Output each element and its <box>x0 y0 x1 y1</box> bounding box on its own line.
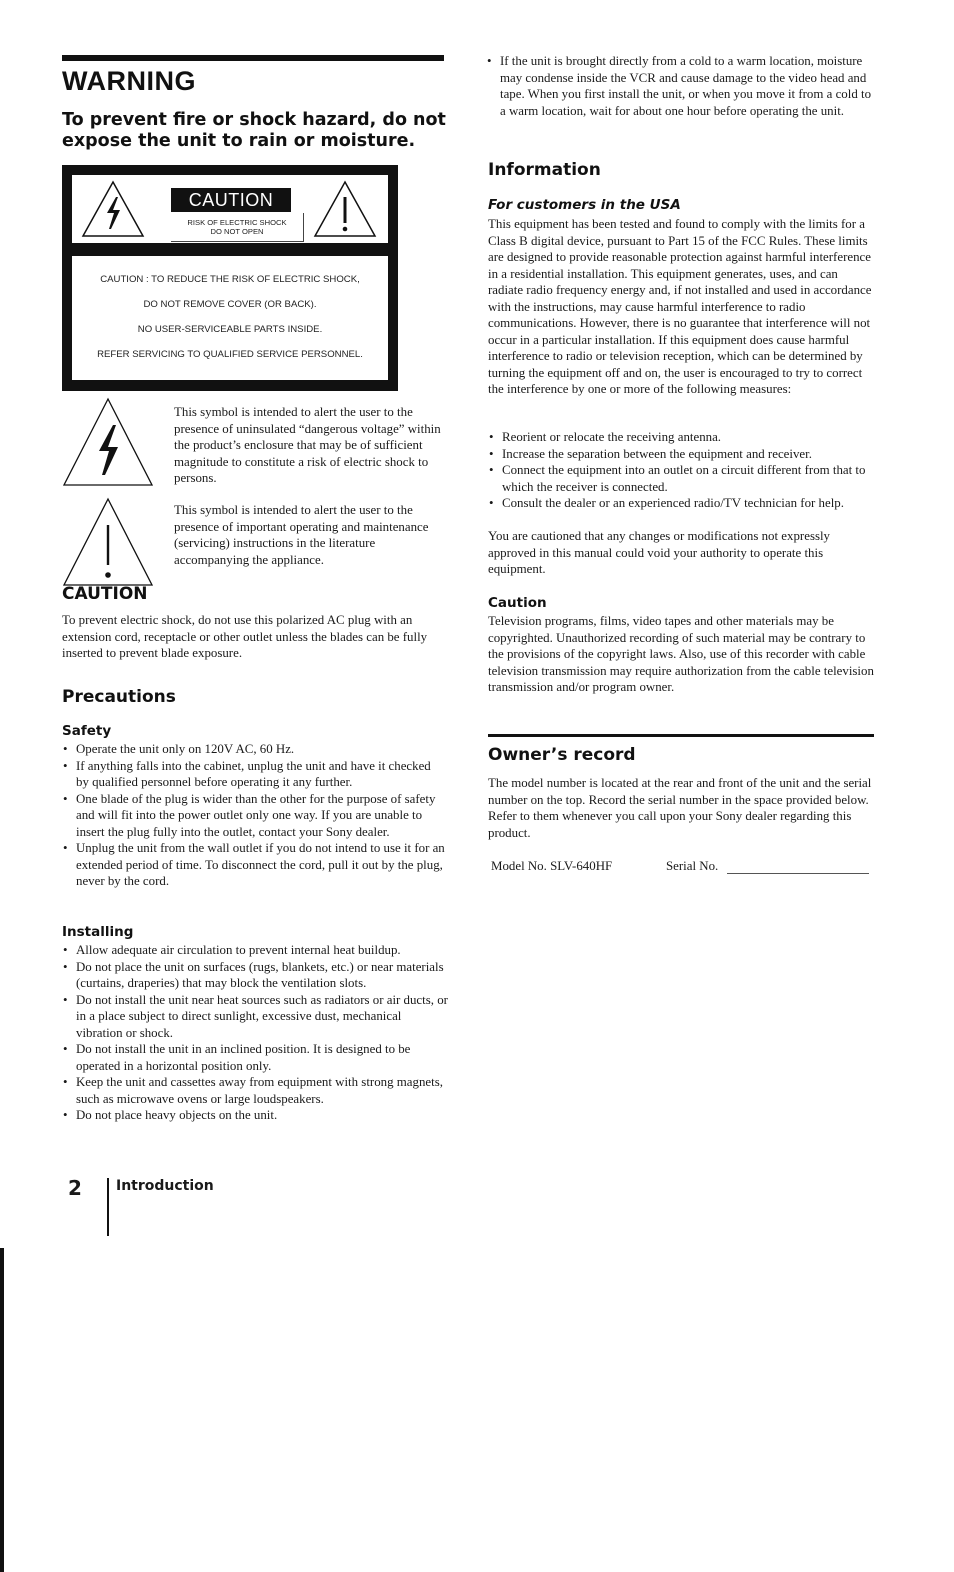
model-number: Model No. SLV-640HF <box>491 859 613 873</box>
owners-record-text: The model number is located at the rear and front of the unit and the serial number on the top. Record the serial number in the space provided below. Refer to them whenever you call upon your Sony dealer regarding this product. <box>488 776 872 840</box>
list-item: • Increase the separation between the equipment and receiver. <box>488 446 874 463</box>
list-item: • Do not install the unit near heat sources such as radiators or air ducts, or in a place subject to direct sunlight, excessive dust, mechanical vibration or shock. <box>62 992 450 1042</box>
page-number: 2 <box>68 1176 82 1200</box>
label-line-1: CAUTION : TO REDUCE THE RISK OF ELECTRIC SHOCK, <box>100 274 360 285</box>
caution-heading: CAUTION <box>62 584 148 604</box>
bolt-symbol-text: This symbol is intended to alert the user to the presence of uninsulated “dangerous voltage” within the product’s enclosure that may be of sufficient magnitude to constitute a risk of electric shock to persons. <box>174 405 441 485</box>
installing-heading: Installing <box>62 924 134 940</box>
list-item: • Allow adequate air circulation to prevent internal heat buildup. <box>62 942 450 959</box>
caution-label-header <box>72 175 388 243</box>
list-item: • Connect the equipment into an outlet on a circuit different from that to which the receiver is connected. <box>488 462 874 495</box>
list-item: • Operate the unit only on 120V AC, 60 Hz. <box>62 741 446 758</box>
installing-list <box>62 942 450 1124</box>
label-line-3: NO USER-SERVICEABLE PARTS INSIDE. <box>137 324 323 335</box>
safety-heading: Safety <box>62 723 112 739</box>
list-item: • Reorient or relocate the receiving antenna. <box>488 429 874 446</box>
top-rule <box>62 55 444 61</box>
list-item: • Do not place the unit on surfaces (rugs, blankets, etc.) or near materials (curtains, draperies) that may block the ventilation slots. <box>62 959 450 992</box>
safety-list <box>62 741 446 890</box>
label-line-2: DO NOT REMOVE COVER (OR BACK). <box>143 299 317 310</box>
caution-badge-sub <box>171 213 304 242</box>
usa-heading: For customers in the USA <box>488 197 681 213</box>
exclamation-triangle-icon <box>62 497 154 587</box>
lightning-triangle-icon <box>62 397 154 487</box>
lightning-triangle-icon <box>80 179 146 239</box>
caution-label-box <box>62 165 398 391</box>
moisture-list <box>486 53 874 119</box>
list-item: • Do not install the unit in an inclined position. It is designed to be operated in a horizontal position only. <box>62 1041 450 1074</box>
exclamation-triangle-icon <box>312 179 378 239</box>
section-label: Introduction <box>116 1178 214 1194</box>
precautions-heading: Precautions <box>62 687 176 707</box>
badge-sub-line-1: RISK OF ELECTRIC SHOCK <box>187 218 287 227</box>
information-heading: Information <box>488 160 601 180</box>
footer-divider <box>107 1178 109 1236</box>
caution-label-body <box>72 256 388 380</box>
scan-edge-mark <box>0 1248 4 1572</box>
usa-text: This equipment has been tested and found to comply with the limits for a Class B digital device, pursuant to Part 15 of the FCC Rules. These limits are designed to provide reasonable protection against harmful interference in a residential installation. This equipment generates, uses, and can radiate radio frequency energy and, if not installed and used in accordance with the instructions, may cause harmful interference to radio communications. However, there is no guarantee that interference will not occur in a particular installation. If this equipment does cause harmful interference to radio or television reception, which can be determined by turning the equipment off and on, the user is encouraged to try to correct the interference by one or more of the following measures: <box>488 217 872 396</box>
warning-title: WARNING <box>62 66 196 96</box>
cautioned-text: You are cautioned that any changes or modifications not expressly approved in this manual could void your authority to operate this equipment. <box>488 529 830 576</box>
serial-number-line <box>727 873 869 874</box>
list-item: • Do not place heavy objects on the unit. <box>62 1107 450 1124</box>
list-item: • Keep the unit and cassettes away from equipment with strong magnets, such as microwave ovens or large loudspeakers. <box>62 1074 450 1107</box>
list-item: • If anything falls into the cabinet, unplug the unit and have it checked by qualified personnel before operating it any further. <box>62 758 446 791</box>
label-line-4: REFER SERVICING TO QUALIFIED SERVICE PERSONNEL. <box>97 349 363 360</box>
owners-record-heading: Owner’s record <box>488 745 636 765</box>
list-item: • Unplug the unit from the wall outlet if you do not intend to use it for an extended period of time. To disconnect the cord, pull it out by the plug, never by the cord. <box>62 840 446 890</box>
caution-text: To prevent electric shock, do not use this polarized AC plug with an extension cord, receptacle or other outlet unless the blades can be fully inserted to prevent blade exposure. <box>62 613 428 660</box>
owner-rule <box>488 734 874 737</box>
caution-badge: CAUTION <box>171 188 291 212</box>
exclamation-symbol-text: This symbol is intended to alert the user to the presence of important operating and maintenance (servicing) instructions in the literature accompanying the appliance. <box>174 503 429 567</box>
list-item: • If the unit is brought directly from a cold to a warm location, moisture may condense inside the VCR and cause damage to the video head and tape. When you first install the unit, or when you move it from a cold to a warm location, wait for about one hour before operating the unit. <box>486 53 874 119</box>
caution-subheading: Caution <box>488 595 547 611</box>
list-item: • Consult the dealer or an experienced radio/TV technician for help. <box>488 495 874 512</box>
list-item: • One blade of the plug is wider than the other for the purpose of safety and will fit into the power outlet only one way. If you are unable to insert the plug fully into the outlet, contact your Sony dealer. <box>62 791 446 841</box>
copyright-caution-text: Television programs, films, video tapes and other materials may be copyrighted. Unauthorized recording of such material may be contrary to the provisions of the copyright laws. Also, use of this recorder with cable television transmission may require authorization from the cable television transmission and/or program owner. <box>488 614 874 694</box>
measures-list <box>488 429 874 512</box>
badge-sub-line-2: DO NOT OPEN <box>210 227 264 236</box>
warning-subtitle: To prevent fire or shock hazard, do not expose the unit to rain or moisture. <box>62 110 446 151</box>
serial-number-label: Serial No. <box>666 859 719 873</box>
